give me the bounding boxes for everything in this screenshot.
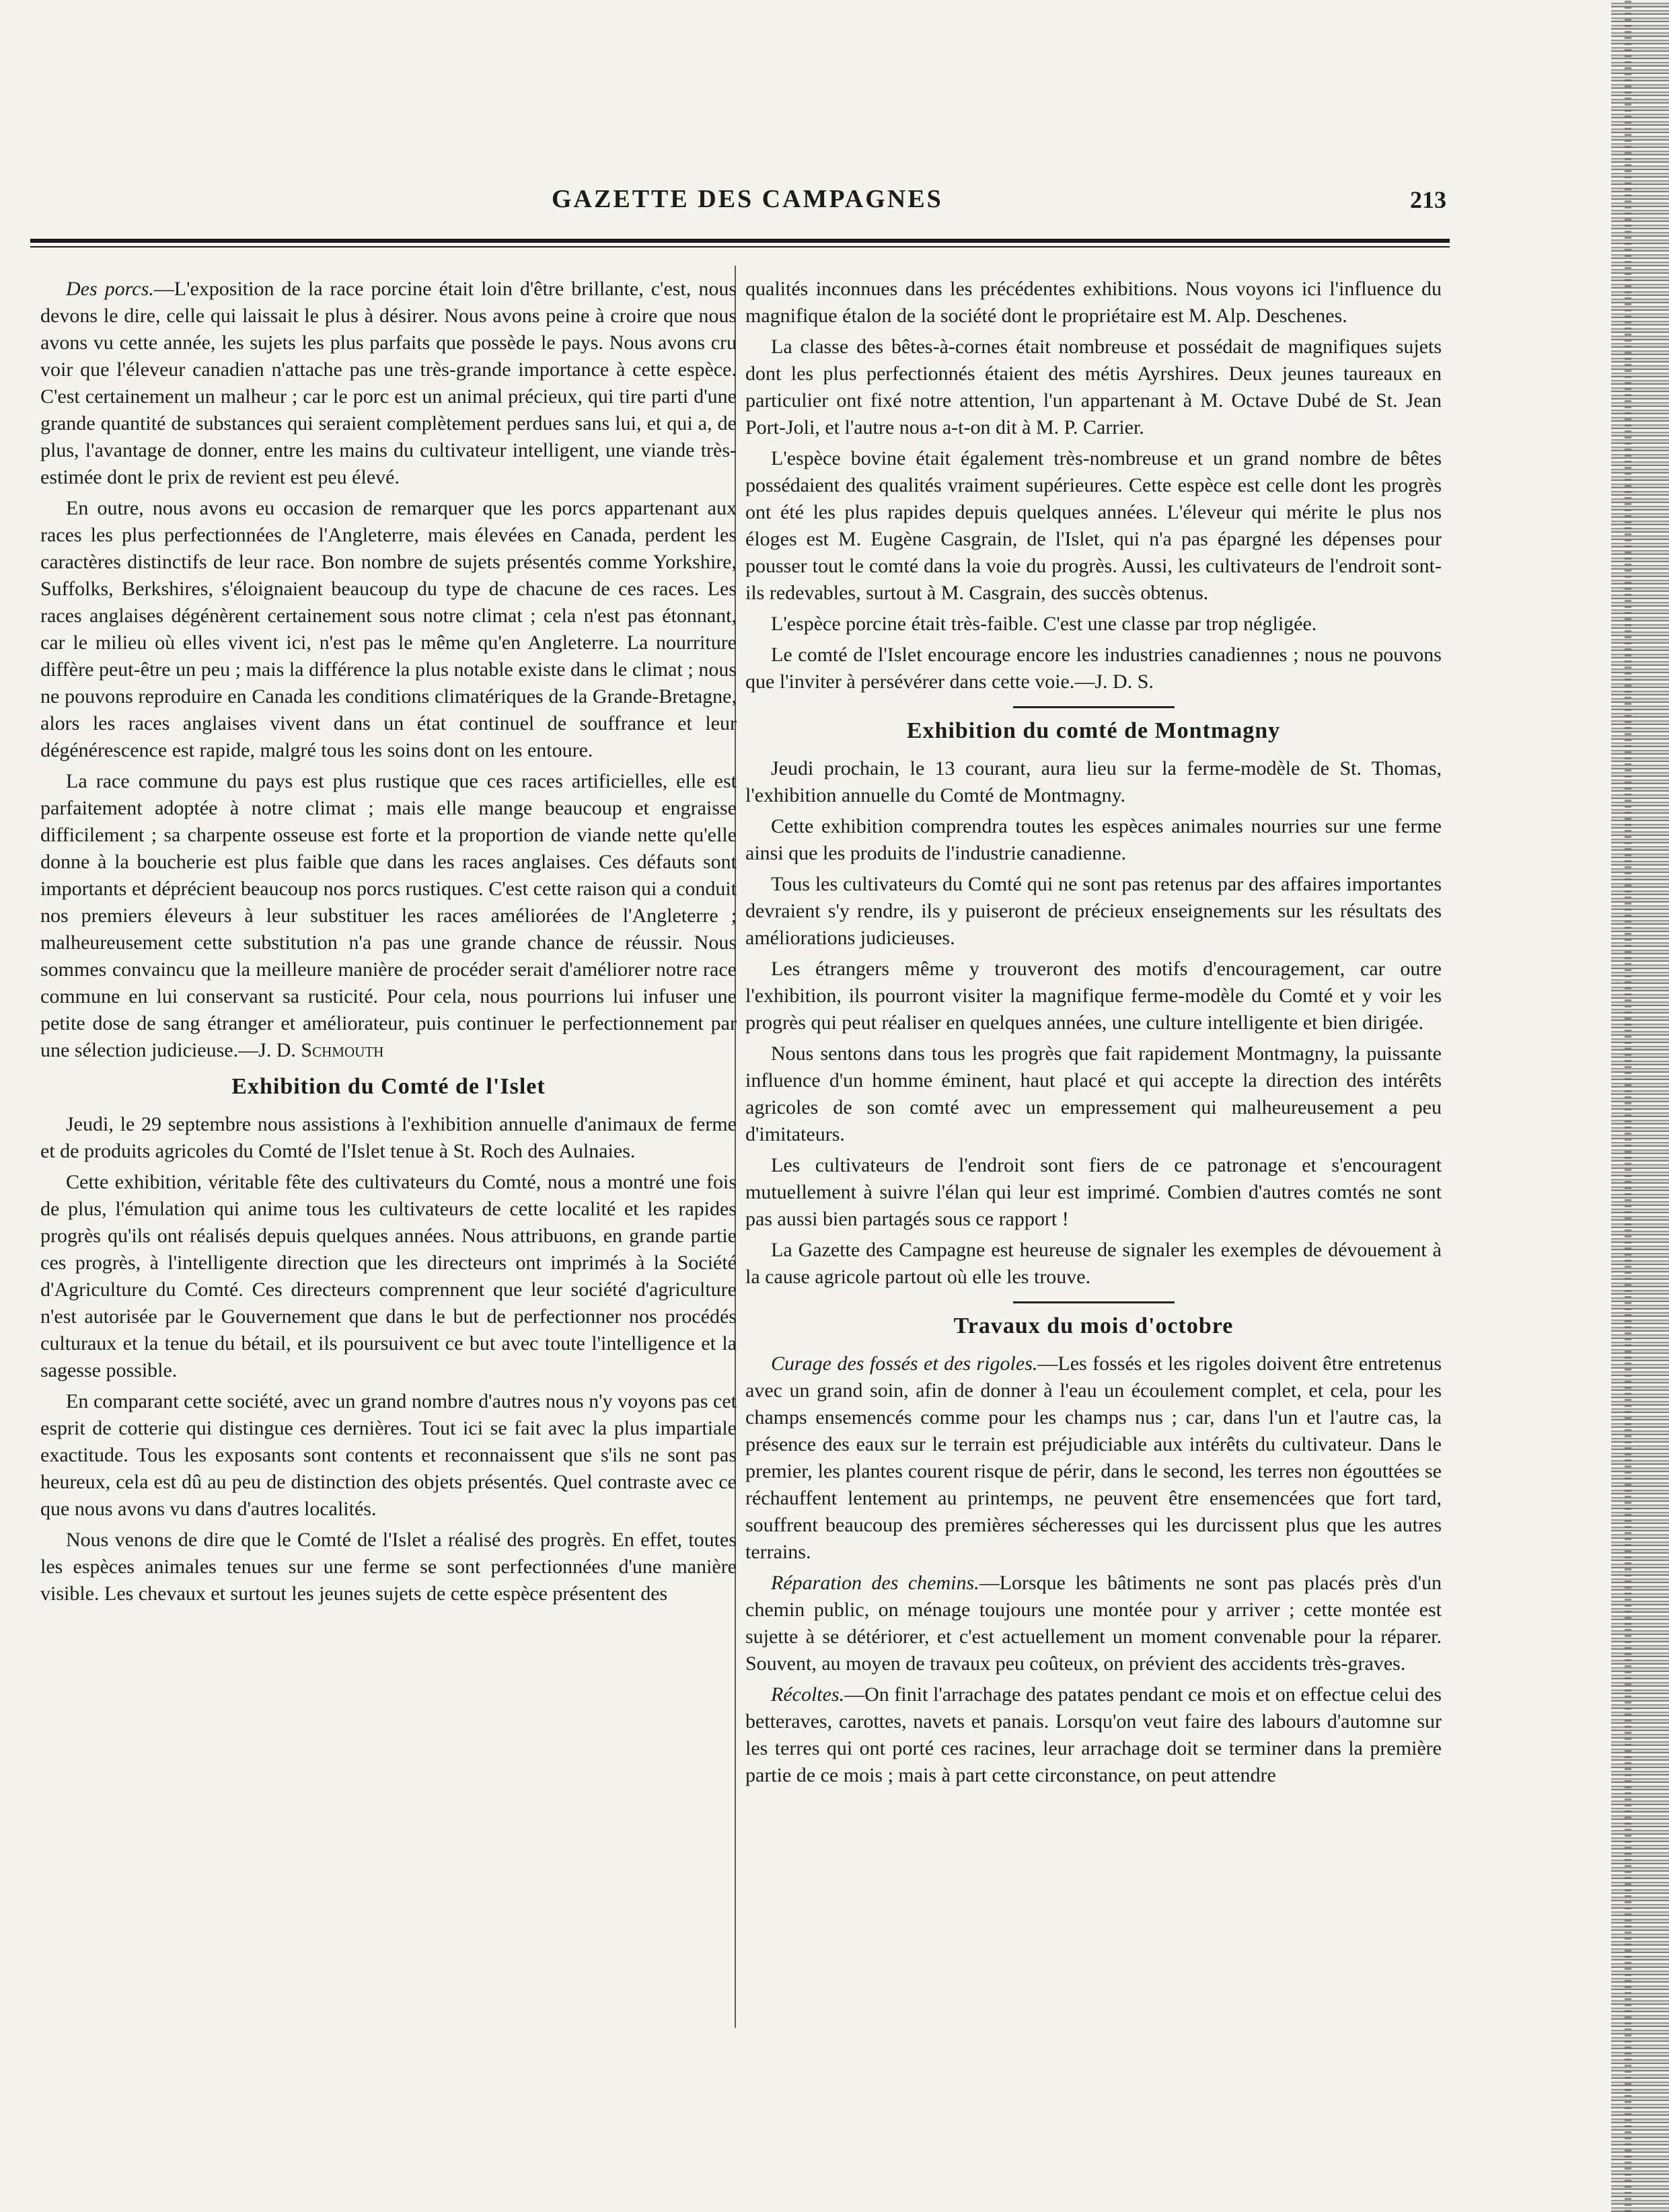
left-column [40, 276, 737, 1611]
article-montmagny-p7: La Gazette des Campagne est heureuse de signaler les exemples de dévouement à la cause agricole partout où elle les trouve. [745, 1239, 1442, 1288]
header-rule-thin [30, 246, 1450, 247]
article-islet-p1: Jeudi, le 29 septembre nous assistions à l'exhibition annuelle d'animaux de ferme et de produits agricoles du Comté de l'Islet tenue à St. Roch des Aulnaies. [40, 1113, 737, 1162]
section-title-octobre: Travaux du mois d'octobre [953, 1313, 1234, 1338]
article-montmagny-p2: Cette exhibition comprendra toutes les espèces animales nourries sur une ferme ainsi que les produits de l'industrie canadienne. [745, 815, 1442, 864]
article-porcs-p3-text: La race commune du pays est plus rustique que ces races artificielles, elle est parfaitement adoptée à notre climat ; mais elle mange beaucoup et engraisse difficilement ; sa charpente osseuse est forte et la proportion de viande nette qu'elle donne à la boucherie est plus faible que dans les races anglaises. Ces défauts sont importants et déprécient beaucoup nos porcs rustiques. C'est cette raison qui a conduit nos premiers éleveurs à leur substituer les races améliorées de l'Angleterre ; malheureusement cette substitution n'a pas une grande chance de réussir. Nous sommes convaincu que la meilleure manière de procéder serait d'améliorer notre race commune en lui conservant sa rusticité. Pour cela, nous pourrions lui infuser une petite dose de sang étranger et améliorateur, puis continuer le perfectionnement par une sélection judicieuse. [40, 770, 737, 1061]
article-islet-p2: Cette exhibition, véritable fête des cultivateurs du Comté, nous a montré une fois de plus, l'émulation qui anime tous les cultivateurs de cette localité et les rapides progrès qu'ils ont réalisés depuis quelques années. Nous attribuons, en grande partie ces progrès, à l'intelligente direction que les directeurs ont imprimés à la Société d'Agriculture du Comté. Ces directeurs comprennent que leur société d'agriculture n'est autorisée par le Gouvernement que dans le but de perfectionner nos procédés culturaux et la tenue du bétail, et ils poursuivent ce but avec toute l'intelligence et la sagesse possible. [40, 1171, 737, 1381]
article-islet-p3: En comparant cette société, avec un grand nombre d'autres nous n'y voyons pas cet esprit de cotterie qui distingue ces dernières. Tout ici se fait avec la plus impartiale exactitude. Tous les exposants sont contents et reconnaissent que s'ils ne sont pas heureux, cela est dû au peu de distinction des objets présentés. Quel contraste avec ce que nous avons vu dans d'autres localités. [40, 1390, 737, 1520]
newspaper-title: GAZETTE DES CAMPAGNES [552, 185, 943, 213]
article-islet-cont-p1: qualités inconnues dans les précédentes exhibitions. Nous voyons ici l'influence du magnifique étalon de la société dont le propriétaire est M. Alp. Deschenes. [745, 278, 1442, 327]
article-chemins-text: —Lorsque les bâtiments ne sont pas placés près d'un chemin public, on ménage toujours une montée pour y arriver ; cette montée est sujette à se détériorer, et c'est actuellement un moment convenable pour la réparer. Souvent, au moyen de travaux peu coûteux, on prévient des accidents très-graves. [745, 1572, 1442, 1675]
article-islet-cont-p5 [745, 642, 1442, 695]
page-header [40, 182, 1460, 229]
article-curage [745, 1350, 1442, 1566]
article-islet-cont-p5-text: Le comté de l'Islet encourage encore les industries canadiennes ; nous ne pouvons que l'inviter à persévérer dans cette voie. [745, 644, 1442, 693]
binding-edge [1611, 0, 1669, 2212]
article-montmagny-p4: Les étrangers même y trouveront des motifs d'encouragement, car outre l'exhibition, ils pourront visiter la magnifique ferme-modèle du Comté et y voir les progrès qui peut réaliser en quelques années, une culture intelligente et bien dirigée. [745, 958, 1442, 1034]
right-column [745, 276, 1442, 1793]
article-porcs-p3 [40, 768, 737, 1064]
article-chemins-lead: Réparation des chemins. [771, 1572, 979, 1594]
article-recoltes-lead: Récoltes. [771, 1683, 845, 1706]
article-islet-cont-p2: La classe des bêtes-à-cornes était nombreuse et possédait de magnifiques sujets dont les plus perfectionnés étaient des métis Ayrshires. Deux jeunes taureaux en particulier ont fixé notre attention, l'un appartenant à M. Octave Dubé de St. Jean Port-Joli, et l'autre nous a-t-on dit à M. P. Carrier. [745, 336, 1442, 438]
header-rule-thick [30, 239, 1450, 243]
article-porcs-p2: En outre, nous avons eu occasion de remarquer que les porcs appartenant aux races les plus perfectionnées de l'Angleterre, mais élevées en Canada, perdent les caractères distinctifs de leur race. Bon nombre de sujets présentés comme Yorkshire, Suffolks, Berkshires, s'éloignaient beaucoup du type de chacune de ces races. Les races anglaises dégénèrent certainement sous notre climat ; cela n'est pas étonnant, car le milieu où elles vivent ici, n'est pas le même qu'en Angleterre. La nourriture diffère peut-être un peu ; mais la différence la plus notable existe dans le climat ; nous ne pouvons reproduire en Canada les conditions climatériques de la Grande-Bretagne, alors les races anglaises vivent dans un état continuel de souffrance et leur dégénérescence est rapide, malgré tous les soins dont on les entoure. [40, 497, 737, 761]
section-rule [1013, 1301, 1175, 1303]
article-islet-cont-p4: L'espèce porcine était très-faible. C'est une classe par trop négligée. [771, 613, 1317, 635]
article-porcs-p1 [40, 276, 737, 491]
article-curage-text: —Les fossés et les rigoles doivent être entretenus avec un grand soin, afin de donner à l'eau un écoulement complet, et cela, pour les champs ensemencés comme pour les champs nus ; car, dans l'un et l'autre cas, la présence des eaux sur le terrain est préjudiciable aux intérêts du cultivateur. Dans le premier, les plantes courent risque de périr, dans le second, les terres non égouttées se réchauffent lentement au printemps, ne peuvent être ensemencées que fort tard, souffrent beaucoup des premières sécheresses qui les durcissent plus que les autres terrains. [745, 1352, 1442, 1563]
article-porcs-p1-text: —L'exposition de la race porcine était loin d'être brillante, c'est, nous devons le dire, celle qui laissait le plus à désirer. Nous avons peine à croire que nous avons vu cette année, les sujets les plus parfaits que possède le pays. Nous avons cru voir que l'éleveur canadien n'attache pas une très-grande importance à cette espèce. C'est certainement un malheur ; car le porc est un animal précieux, qui tire parti d'une grande quantité de substances qui seraient complètement perdues sans lui, et qui a, de plus, l'avantage de donner, entre les mains du cultivateur intelligent, une viande très-estimée dont le prix de revient est peu élevé. [40, 278, 737, 488]
article-islet-p4: Nous venons de dire que le Comté de l'Islet a réalisé des progrès. En effet, toutes les espèces animales tenues sur une ferme se sont perfectionnées d'une manière visible. Les chevaux et surtout les jeunes sujets de cette espèce présentent des [40, 1529, 737, 1605]
article-montmagny-p5: Nous sentons dans tous les progrès que fait rapidement Montmagny, la puissante influence d'un homme éminent, haut placé et qui accepte la direction des intérêts agricoles de son comté avec un empressement qui malheureusement a peu d'imitateurs. [745, 1042, 1442, 1145]
article-islet-signature: —J. D. S. [1074, 671, 1154, 693]
article-montmagny-p3: Tous les cultivateurs du Comté qui ne sont pas retenus par des affaires importantes devraient s'y rendre, ils y puiseront de précieux enseignements sur les résultats des améliorations judicieuses. [745, 873, 1442, 949]
section-title-islet: Exhibition du Comté de l'Islet [231, 1074, 546, 1099]
article-porcs-lead: Des porcs. [66, 278, 154, 300]
section-title-montmagny: Exhibition du comté de Montmagny [906, 718, 1281, 743]
article-porcs-signature: —J. D. Schmouth [238, 1039, 384, 1061]
article-chemins [745, 1570, 1442, 1677]
article-curage-lead: Curage des fossés et des rigoles. [771, 1352, 1038, 1375]
article-recoltes [745, 1681, 1442, 1789]
section-rule [1013, 706, 1175, 708]
article-recoltes-text: —On finit l'arrachage des patates pendant ce mois et on effectue celui des betteraves, carottes, navets et panais. Lorsqu'on veut faire des labours d'automne sur les terres qui ont porté ces racines, leur arrachage doit se terminer dans la première partie de ce mois ; mais à part cette circonstance, on peut attendre [745, 1683, 1442, 1786]
article-montmagny-p6: Les cultivateurs de l'endroit sont fiers de ce patronage et s'encouragent mutuellement à suivre l'élan qui leur est imprimé. Combien d'autres comtés ne sont pas aussi bien partagés sous ce rapport ! [745, 1154, 1442, 1230]
article-montmagny-p1: Jeudi prochain, le 13 courant, aura lieu sur la ferme-modèle de St. Thomas, l'exhibition annuelle du Comté de Montmagny. [745, 757, 1442, 806]
article-islet-cont-p3: L'espèce bovine était également très-nombreuse et un grand nombre de bêtes possédaient des qualités vraiment supérieures. Cette espèce est celle dont les progrès ont été les plus rapides depuis quelques années. L'éleveur qui mérite le plus nos éloges est M. Eugène Casgrain, de l'Islet, qui n'a pas épargné les dépenses pour pousser tout le comté dans la voie du progrès. Aussi, les cultivateurs de l'endroit sont-ils redevables, surtout à M. Casgrain, des succès obtenus. [745, 447, 1442, 604]
page-number: 213 [1410, 186, 1446, 213]
